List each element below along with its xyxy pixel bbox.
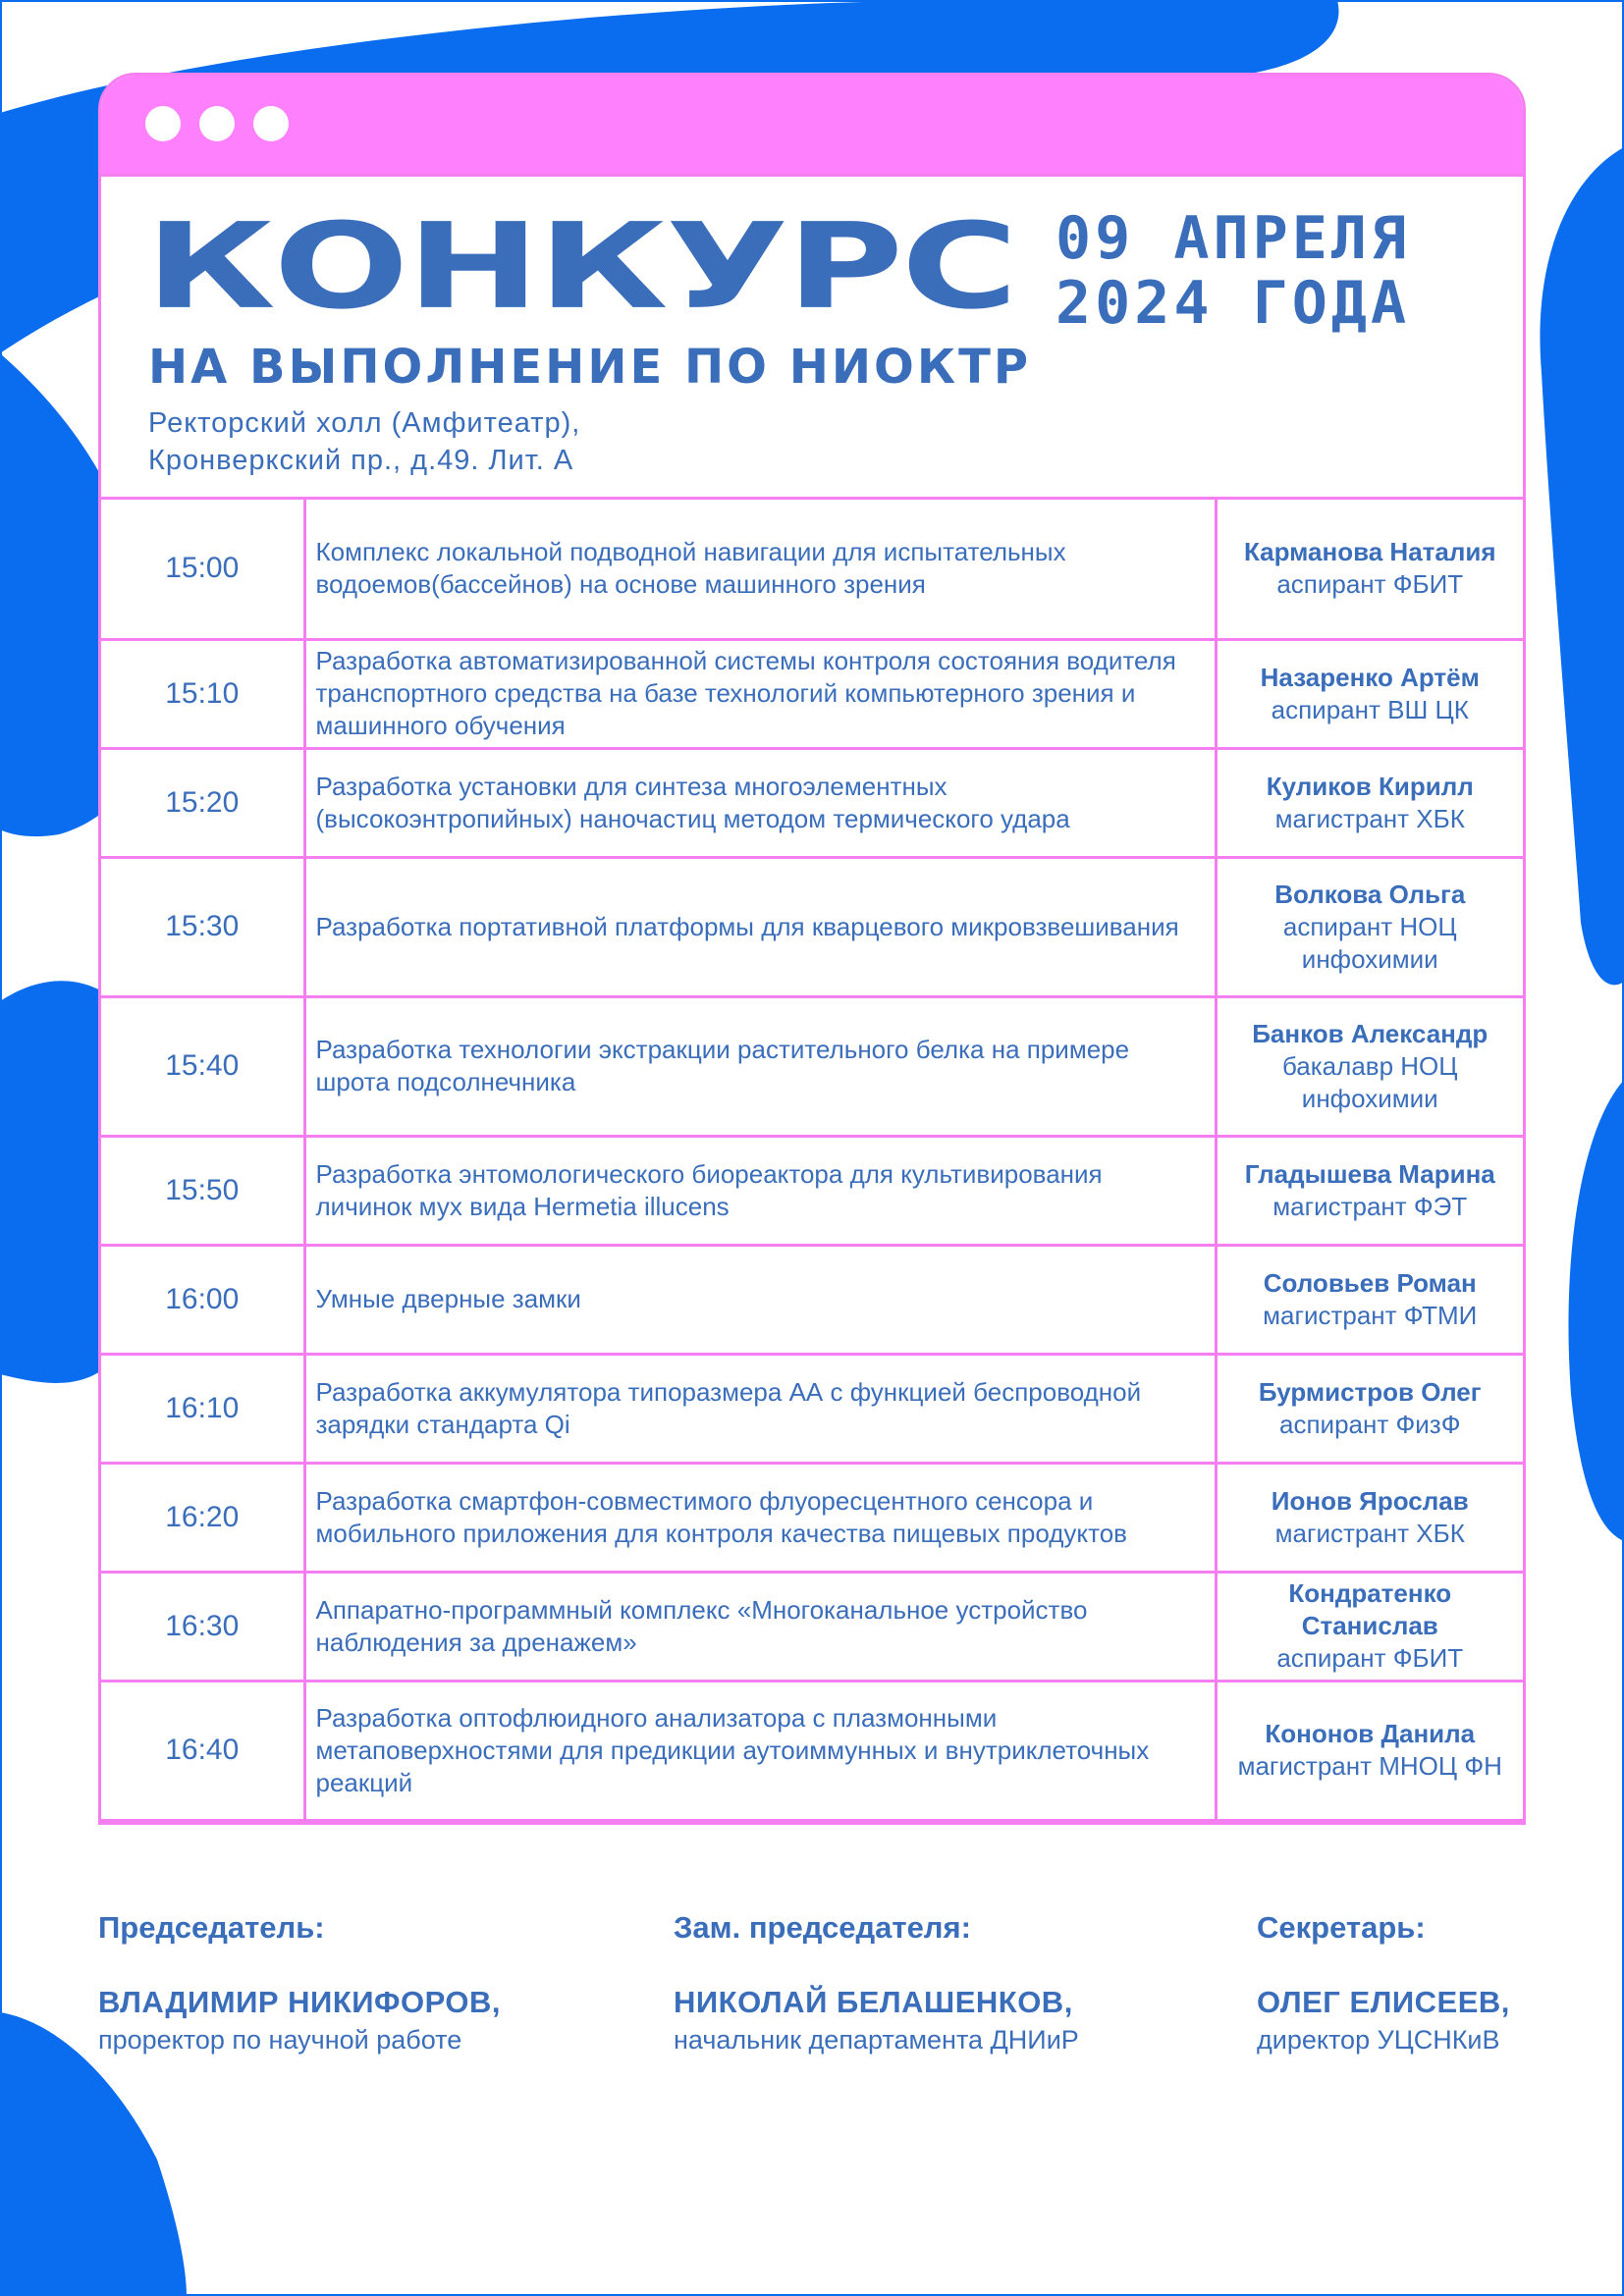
schedule-row bbox=[101, 857, 1523, 996]
committee-role: Секретарь: bbox=[1257, 1910, 1426, 1945]
schedule-time: 15:10 bbox=[101, 639, 304, 748]
presenter-role: магистрант ФТМИ bbox=[1263, 1300, 1478, 1330]
event-venue bbox=[148, 404, 580, 479]
poster-header bbox=[101, 177, 1523, 500]
schedule-topic: Разработка технологии экстракции растительного белка на примере шрота подсолнечника bbox=[304, 996, 1216, 1136]
schedule-row bbox=[101, 748, 1523, 857]
committee-role: Зам. председателя: bbox=[674, 1910, 971, 1945]
schedule-presenter bbox=[1216, 996, 1523, 1136]
presenter-role: магистрант ХБК bbox=[1274, 1518, 1465, 1548]
committee-role: Председатель: bbox=[98, 1910, 325, 1945]
schedule-presenter bbox=[1216, 1245, 1523, 1354]
schedule-row bbox=[101, 996, 1523, 1136]
presenter-name: Гладышева Марина bbox=[1244, 1158, 1495, 1189]
schedule-presenter bbox=[1216, 1136, 1523, 1245]
schedule-row bbox=[101, 1681, 1523, 1820]
page-subtitle: НА ВЫПОЛНЕНИЕ ПО НИОКТР bbox=[148, 340, 1031, 395]
presenter-role: бакалавр НОЦ инфохимии bbox=[1281, 1050, 1458, 1113]
schedule-presenter bbox=[1216, 748, 1523, 857]
window-dot-icon bbox=[199, 106, 235, 141]
schedule-topic: Разработка оптофлюидного анализатора с плазмонными метаповерхностями для предикции аутоиммунных и внутриклеточных реакций bbox=[304, 1681, 1216, 1820]
event-date-line: 09 АПРЕЛЯ bbox=[1056, 204, 1411, 273]
event-date bbox=[1056, 206, 1410, 336]
committee-name: ВЛАДИМИР НИКИФОРОВ, bbox=[98, 1985, 501, 2019]
schedule-presenter bbox=[1216, 500, 1523, 639]
schedule-presenter bbox=[1216, 639, 1523, 748]
presenter-role: аспирант ФизФ bbox=[1279, 1409, 1461, 1439]
window-dot-icon bbox=[253, 106, 289, 141]
schedule-row bbox=[101, 1572, 1523, 1681]
schedule-table bbox=[101, 500, 1523, 1822]
schedule-topic: Разработка энтомологического биореактора для культивирования личинок мух вида Hermetia illucens bbox=[304, 1136, 1216, 1245]
window-title-bar bbox=[101, 76, 1523, 177]
committee-position: проректор по научной работе bbox=[98, 2025, 462, 2055]
venue-address: Кронверкский пр., д.49. Лит. А bbox=[148, 445, 574, 476]
presenter-role: магистрант ХБК bbox=[1274, 803, 1465, 833]
presenter-role: магистрант ФЭТ bbox=[1272, 1191, 1468, 1221]
schedule-topic: Умные дверные замки bbox=[304, 1245, 1216, 1354]
presenter-name: Кононов Данила bbox=[1265, 1719, 1476, 1748]
presenter-name: Карманова Наталия bbox=[1243, 537, 1496, 567]
schedule-time: 16:40 bbox=[101, 1681, 304, 1820]
schedule-time: 15:40 bbox=[101, 996, 304, 1136]
presenter-name: Волкова Ольга bbox=[1274, 879, 1466, 909]
schedule-time: 16:10 bbox=[101, 1354, 304, 1463]
event-year-line: 2024 ГОДА bbox=[1056, 269, 1411, 338]
presenter-role: аспирант ВШ ЦК bbox=[1271, 694, 1469, 724]
schedule-topic: Разработка автоматизированной системы контроля состояния водителя транспортного средства на базе технологий компьютерного зрения и машинного обучения bbox=[304, 639, 1216, 748]
presenter-role: магистрант МНОЦ ФН bbox=[1237, 1751, 1502, 1781]
committee-position: начальник департамента ДНИиР bbox=[674, 2025, 1079, 2055]
window-dot-icon bbox=[145, 106, 181, 141]
schedule-time: 16:30 bbox=[101, 1572, 304, 1681]
schedule-row bbox=[101, 639, 1523, 748]
schedule-presenter bbox=[1216, 1463, 1523, 1572]
presenter-name: Кондратенко Станислав bbox=[1288, 1578, 1452, 1640]
schedule-presenter bbox=[1216, 1354, 1523, 1463]
schedule-topic: Разработка портативной платформы для кварцевого микровзвешивания bbox=[304, 857, 1216, 996]
schedule-presenter bbox=[1216, 1681, 1523, 1820]
schedule-time: 16:20 bbox=[101, 1463, 304, 1572]
presenter-name: Бурмистров Олег bbox=[1258, 1376, 1482, 1407]
presenter-name: Назаренко Артём bbox=[1260, 662, 1480, 692]
schedule-topic: Разработка установки для синтеза многоэлементных (высокоэнтропийных) наночастиц методом термического удара bbox=[304, 748, 1216, 857]
presenter-name: Соловьев Роман bbox=[1263, 1267, 1477, 1298]
presenter-role: аспирант НОЦ инфохимии bbox=[1282, 911, 1457, 974]
committee-name: НИКОЛАЙ БЕЛАШЕНКОВ, bbox=[674, 1985, 1073, 2019]
committee-deputy bbox=[674, 1908, 1079, 2057]
schedule-time: 15:50 bbox=[101, 1136, 304, 1245]
schedule-presenter bbox=[1216, 857, 1523, 996]
schedule-row bbox=[101, 1354, 1523, 1463]
schedule-row bbox=[101, 500, 1523, 639]
schedule-topic: Аппаратно-программный комплекс «Многоканальное устройство наблюдения за дренажем» bbox=[304, 1572, 1216, 1681]
presenter-name: Куликов Кирилл bbox=[1266, 771, 1474, 801]
schedule-time: 15:30 bbox=[101, 857, 304, 996]
schedule-row bbox=[101, 1136, 1523, 1245]
venue-hall: Ректорский холл (Амфитеатр), bbox=[148, 407, 581, 439]
presenter-name: Банков Александр bbox=[1252, 1018, 1489, 1048]
presenter-role: аспирант ФБИТ bbox=[1276, 569, 1464, 600]
schedule-row bbox=[101, 1463, 1523, 1572]
presenter-name: Ионов Ярослав bbox=[1271, 1485, 1469, 1516]
schedule-time: 15:00 bbox=[101, 500, 304, 639]
committee-name: ОЛЕГ ЕЛИСЕЕВ, bbox=[1257, 1985, 1510, 2019]
schedule-row bbox=[101, 1245, 1523, 1354]
schedule-topic: Разработка смартфон-совместимого флуоресцентного сенсора и мобильного приложения для контроля качества пищевых продуктов bbox=[304, 1463, 1216, 1572]
committee-position: директор УЦСНКиВ bbox=[1257, 2025, 1500, 2055]
schedule-topic: Комплекс локальной подводной навигации для испытательных водоемов(бассейнов) на основе машинного зрения bbox=[304, 500, 1216, 639]
schedule-time: 16:00 bbox=[101, 1245, 304, 1354]
committee-secretary bbox=[1257, 1908, 1510, 2057]
poster-card bbox=[98, 73, 1526, 1825]
committee-chair bbox=[98, 1908, 501, 2057]
presenter-role: аспирант ФБИТ bbox=[1276, 1643, 1464, 1673]
schedule-time: 15:20 bbox=[101, 748, 304, 857]
schedule-topic: Разработка аккумулятора типоразмера АА с функцией беспроводной зарядки стандарта Qi bbox=[304, 1354, 1216, 1463]
page-title: КОНКУРС bbox=[145, 197, 1016, 337]
schedule-presenter bbox=[1216, 1572, 1523, 1681]
